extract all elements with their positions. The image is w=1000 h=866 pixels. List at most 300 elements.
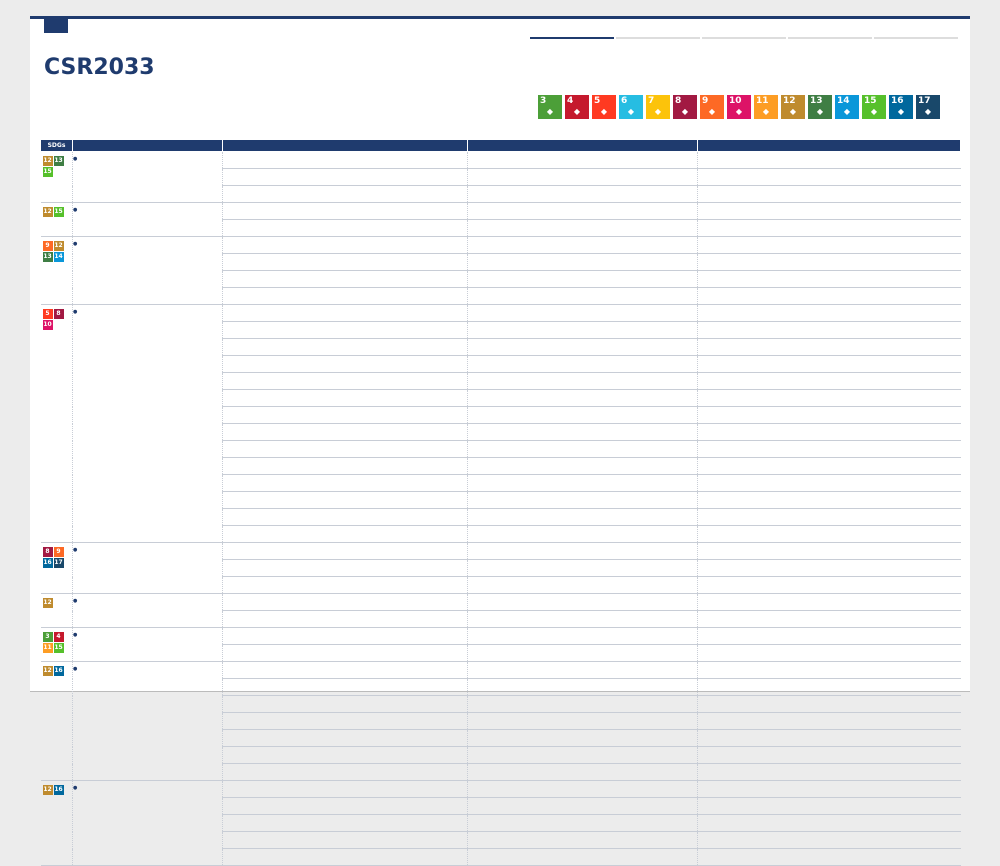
cell-text	[698, 547, 961, 553]
sdg-goal-symbol-icon: ◆	[654, 107, 662, 116]
cell-text	[468, 615, 697, 621]
cell-text	[223, 734, 467, 740]
cell-text	[223, 513, 467, 519]
cell-text	[223, 547, 467, 553]
row-initiatives	[468, 339, 698, 356]
row-targets	[698, 560, 961, 577]
cell-text	[468, 683, 697, 689]
cell-text	[223, 564, 467, 570]
row-sdg-badges	[41, 203, 73, 237]
sdg-goal-symbol-icon: ◆	[546, 107, 554, 116]
row-policy	[73, 237, 223, 305]
sdg-badge: 12	[54, 242, 63, 249]
row-targets	[698, 798, 961, 815]
policy-bullet-icon: ●	[73, 309, 78, 315]
sdg-goal-icon	[808, 95, 832, 119]
cell-text	[698, 241, 961, 247]
row-initiatives	[468, 526, 698, 543]
cell-text	[468, 258, 697, 264]
sdg-badge: 12	[43, 786, 52, 793]
top-nav	[528, 25, 958, 39]
row-targets	[698, 407, 961, 424]
row-policy	[73, 203, 223, 237]
row-targets	[698, 322, 961, 339]
sdg-goal-number: 6	[621, 96, 628, 106]
cell-text	[698, 802, 961, 808]
sdg-goal-icon	[646, 95, 670, 119]
row-theme	[223, 781, 468, 798]
row-targets	[698, 577, 961, 594]
row-theme	[223, 730, 468, 747]
sdg-badge: 8	[43, 547, 53, 557]
cell-text	[468, 343, 697, 349]
row-theme	[223, 560, 468, 577]
cell-text	[698, 309, 961, 315]
row-theme	[223, 220, 468, 237]
row-theme	[223, 322, 468, 339]
sdg-badge: 9	[54, 547, 64, 557]
row-theme	[223, 186, 468, 203]
cell-text	[223, 666, 467, 672]
row-targets	[698, 628, 961, 645]
cell-text	[698, 666, 961, 672]
policy-bullet-icon: ●	[73, 666, 78, 672]
row-theme	[223, 509, 468, 526]
sdg-badge: 11	[43, 644, 52, 651]
nav-tab[interactable]	[874, 25, 958, 39]
row-initiatives	[468, 645, 698, 662]
row-theme	[223, 458, 468, 475]
row-theme	[223, 526, 468, 543]
cell-text	[223, 819, 467, 825]
cell-text	[698, 649, 961, 655]
row-theme	[223, 475, 468, 492]
cell-text	[468, 581, 697, 587]
cell-text	[223, 207, 467, 213]
policy-bullet-icon: ●	[73, 598, 78, 604]
row-targets	[698, 645, 961, 662]
cell-text	[698, 768, 961, 774]
cell-text	[468, 207, 697, 213]
cell-text	[698, 785, 961, 791]
row-initiatives	[468, 713, 698, 730]
sdg-goal-icon	[538, 95, 562, 119]
report-page	[30, 16, 970, 793]
cell-text	[468, 156, 697, 162]
sdg-goal-symbol-icon: ◆	[870, 107, 878, 116]
sdg-goal-symbol-icon: ◆	[627, 107, 635, 116]
cell-text	[698, 717, 961, 723]
sdg-goal-symbol-icon: ◆	[600, 107, 608, 116]
row-policy	[73, 662, 223, 781]
row-initiatives	[468, 747, 698, 764]
row-initiatives	[468, 271, 698, 288]
cell-text	[468, 275, 697, 281]
cell-text	[223, 377, 467, 383]
cell-text	[223, 156, 467, 162]
cell-text	[223, 241, 467, 247]
row-targets	[698, 152, 961, 169]
row-theme	[223, 696, 468, 713]
cell-text	[223, 343, 467, 349]
row-theme	[223, 645, 468, 662]
cell-text	[468, 241, 697, 247]
cell-text	[468, 547, 697, 553]
sdg-goal-icon	[754, 95, 778, 119]
sdg-badge: 15	[54, 208, 63, 215]
row-initiatives	[468, 424, 698, 441]
cell-text	[223, 785, 467, 791]
cell-text	[698, 292, 961, 298]
table-row	[41, 781, 961, 798]
row-theme	[223, 254, 468, 271]
cell-text	[223, 258, 467, 264]
nav-tab[interactable]	[616, 25, 700, 39]
sdg-badge: 16	[54, 786, 63, 793]
cell-text	[223, 479, 467, 485]
cell-text	[223, 394, 467, 400]
row-theme	[223, 764, 468, 781]
cell-text	[698, 360, 961, 366]
cell-text	[698, 836, 961, 842]
row-policy	[73, 152, 223, 203]
sdg-goal-number: 3	[540, 96, 547, 106]
row-initiatives	[468, 696, 698, 713]
sdg-goal-symbol-icon: ◆	[924, 107, 932, 116]
cell-text	[223, 649, 467, 655]
cell-text	[223, 683, 467, 689]
cell-text	[468, 224, 697, 230]
sdg-goal-icon	[592, 95, 616, 119]
row-targets	[698, 475, 961, 492]
row-targets	[698, 390, 961, 407]
sdg-badge: 3	[43, 632, 53, 642]
cell-text	[698, 428, 961, 434]
row-initiatives	[468, 152, 698, 169]
cell-text	[223, 717, 467, 723]
row-sdg-badges	[41, 662, 73, 781]
row-theme	[223, 662, 468, 679]
row-initiatives	[468, 781, 698, 798]
row-initiatives	[468, 390, 698, 407]
cell-text	[698, 326, 961, 332]
sdg-goal-symbol-icon: ◆	[789, 107, 797, 116]
cell-text	[468, 853, 697, 859]
row-targets	[698, 441, 961, 458]
row-initiatives	[468, 322, 698, 339]
cell-text	[698, 275, 961, 281]
cell-text	[223, 190, 467, 196]
row-sdg-badges	[41, 152, 73, 203]
cell-text	[468, 785, 697, 791]
row-targets	[698, 594, 961, 611]
cell-text	[223, 360, 467, 366]
row-theme	[223, 798, 468, 815]
policy-bullet-icon: ●	[73, 632, 78, 638]
nav-tab[interactable]	[788, 25, 872, 39]
row-theme	[223, 611, 468, 628]
sdg-goal-symbol-icon: ◆	[897, 107, 905, 116]
sdg-goal-icon	[862, 95, 886, 119]
row-targets	[698, 254, 961, 271]
sdg-badge: 5	[43, 309, 53, 319]
lead-line	[44, 94, 464, 107]
cell-text	[223, 292, 467, 298]
cell-text	[223, 751, 467, 757]
row-theme	[223, 152, 468, 169]
cell-text	[698, 683, 961, 689]
cell-text	[468, 462, 697, 468]
row-theme	[223, 271, 468, 288]
row-initiatives	[468, 458, 698, 475]
cell-text	[468, 445, 697, 451]
cell-text	[698, 496, 961, 502]
row-initiatives	[468, 594, 698, 611]
col-header-initiatives	[468, 140, 698, 152]
col-header-targets	[698, 140, 961, 152]
row-theme	[223, 407, 468, 424]
cell-text	[223, 768, 467, 774]
section-tab	[44, 19, 68, 33]
row-targets	[698, 611, 961, 628]
table-row	[41, 237, 961, 254]
row-initiatives	[468, 254, 698, 271]
row-initiatives	[468, 815, 698, 832]
nav-tab[interactable]	[702, 25, 786, 39]
cell-text	[468, 411, 697, 417]
cell-text	[698, 173, 961, 179]
row-targets	[698, 849, 961, 866]
cell-text	[698, 853, 961, 859]
cell-text	[698, 598, 961, 604]
cell-text	[468, 428, 697, 434]
policy-bullet-icon: ●	[73, 547, 78, 553]
row-sdg-badges	[41, 781, 73, 866]
cell-text	[468, 173, 697, 179]
row-initiatives	[468, 543, 698, 560]
sdg-goal-number: 14	[837, 96, 850, 106]
row-theme	[223, 373, 468, 390]
cell-text	[468, 377, 697, 383]
sdg-badge: 8	[54, 309, 64, 319]
cell-text	[223, 496, 467, 502]
cell-text	[223, 802, 467, 808]
cell-text	[698, 530, 961, 536]
row-initiatives	[468, 492, 698, 509]
row-theme	[223, 356, 468, 373]
row-targets	[698, 832, 961, 849]
row-theme	[223, 849, 468, 866]
cell-text	[698, 445, 961, 451]
cell-text	[468, 632, 697, 638]
cell-text	[468, 530, 697, 536]
cell-text	[468, 598, 697, 604]
row-theme	[223, 815, 468, 832]
row-targets	[698, 815, 961, 832]
policy-bullet-icon: ●	[73, 241, 78, 247]
sdg-badge: 16	[54, 667, 63, 674]
cell-text	[468, 360, 697, 366]
row-initiatives	[468, 509, 698, 526]
row-sdg-badges	[41, 543, 73, 594]
row-initiatives	[468, 407, 698, 424]
row-initiatives	[468, 730, 698, 747]
nav-tab[interactable]	[530, 25, 614, 39]
sdg-badge: 13	[43, 253, 52, 260]
cell-text	[698, 819, 961, 825]
row-targets	[698, 543, 961, 560]
cell-text	[698, 411, 961, 417]
cell-text	[468, 292, 697, 298]
cell-text	[698, 258, 961, 264]
row-initiatives	[468, 560, 698, 577]
cell-text	[468, 190, 697, 196]
cell-text	[223, 428, 467, 434]
table-row	[41, 152, 961, 169]
row-theme	[223, 203, 468, 220]
row-theme	[223, 492, 468, 509]
cell-text	[698, 462, 961, 468]
row-theme	[223, 288, 468, 305]
row-initiatives	[468, 169, 698, 186]
sdg-goal-number: 5	[594, 96, 601, 106]
row-targets	[698, 696, 961, 713]
sdg-badge: 4	[54, 632, 64, 642]
sdg-badge: 17	[54, 559, 63, 566]
cell-text	[698, 190, 961, 196]
row-sdg-badges	[41, 237, 73, 305]
row-theme	[223, 747, 468, 764]
row-theme	[223, 441, 468, 458]
cell-text	[223, 836, 467, 842]
sdg-goal-icon	[727, 95, 751, 119]
row-policy	[73, 305, 223, 543]
row-targets	[698, 713, 961, 730]
col-header-sdgs: SDGs	[41, 140, 73, 152]
policy-bullet-icon: ●	[73, 156, 78, 162]
table-row	[41, 594, 961, 611]
lead-line	[44, 81, 464, 94]
row-targets	[698, 509, 961, 526]
sdg-goal-number: 7	[648, 96, 655, 106]
row-policy	[73, 628, 223, 662]
cell-text	[468, 836, 697, 842]
row-targets	[698, 492, 961, 509]
sdg-goal-number: 15	[864, 96, 877, 106]
cell-text	[468, 666, 697, 672]
row-targets	[698, 288, 961, 305]
sdg-badge: 9	[43, 241, 53, 251]
row-initiatives	[468, 611, 698, 628]
sdg-goal-symbol-icon: ◆	[843, 107, 851, 116]
row-targets	[698, 169, 961, 186]
sdg-badge: 12	[43, 208, 52, 215]
row-sdg-badges	[41, 305, 73, 543]
cell-text	[468, 496, 697, 502]
row-initiatives	[468, 373, 698, 390]
cell-text	[698, 377, 961, 383]
row-theme	[223, 713, 468, 730]
cell-text	[468, 819, 697, 825]
cell-text	[223, 173, 467, 179]
cell-text	[698, 224, 961, 230]
cell-text	[698, 734, 961, 740]
sdg-goal-icon	[700, 95, 724, 119]
cell-text	[223, 326, 467, 332]
row-targets	[698, 271, 961, 288]
row-initiatives	[468, 764, 698, 781]
cell-text	[468, 700, 697, 706]
cell-text	[698, 394, 961, 400]
cell-text	[698, 564, 961, 570]
cell-text	[698, 513, 961, 519]
row-targets	[698, 679, 961, 696]
row-targets	[698, 747, 961, 764]
cell-text	[223, 700, 467, 706]
cell-text	[468, 768, 697, 774]
row-initiatives	[468, 356, 698, 373]
sdg-badge: 16	[43, 559, 52, 566]
row-initiatives	[468, 849, 698, 866]
row-initiatives	[468, 203, 698, 220]
cell-text	[223, 275, 467, 281]
sdg-goal-symbol-icon: ◆	[573, 107, 581, 116]
sdg-icon-row	[538, 95, 943, 119]
row-theme	[223, 237, 468, 254]
cell-text	[223, 411, 467, 417]
col-header-theme	[223, 140, 468, 152]
sdg-goal-number: 9	[702, 96, 709, 106]
row-initiatives	[468, 832, 698, 849]
row-targets	[698, 220, 961, 237]
row-targets	[698, 356, 961, 373]
row-initiatives	[468, 237, 698, 254]
sdg-goal-symbol-icon: ◆	[735, 107, 743, 116]
lead-line	[44, 107, 464, 120]
cell-text	[468, 734, 697, 740]
cell-text	[223, 598, 467, 604]
row-targets	[698, 373, 961, 390]
table-row	[41, 305, 961, 322]
cell-text	[223, 309, 467, 315]
sdg-goal-symbol-icon: ◆	[708, 107, 716, 116]
cell-text	[223, 581, 467, 587]
row-initiatives	[468, 798, 698, 815]
row-theme	[223, 679, 468, 696]
cell-text	[698, 751, 961, 757]
row-theme	[223, 424, 468, 441]
cell-text	[468, 479, 697, 485]
sdg-badge: 12	[43, 157, 52, 164]
sdg-badge: 12	[43, 599, 52, 606]
cell-text	[223, 853, 467, 859]
cell-text	[468, 717, 697, 723]
row-policy	[73, 594, 223, 628]
sdg-goal-icon	[835, 95, 859, 119]
table-row	[41, 543, 961, 560]
row-theme	[223, 339, 468, 356]
cell-text	[698, 615, 961, 621]
row-targets	[698, 662, 961, 679]
cell-text	[223, 615, 467, 621]
row-targets	[698, 458, 961, 475]
table-row	[41, 203, 961, 220]
row-initiatives	[468, 220, 698, 237]
row-initiatives	[468, 441, 698, 458]
row-initiatives	[468, 305, 698, 322]
cell-text	[698, 632, 961, 638]
row-initiatives	[468, 662, 698, 679]
